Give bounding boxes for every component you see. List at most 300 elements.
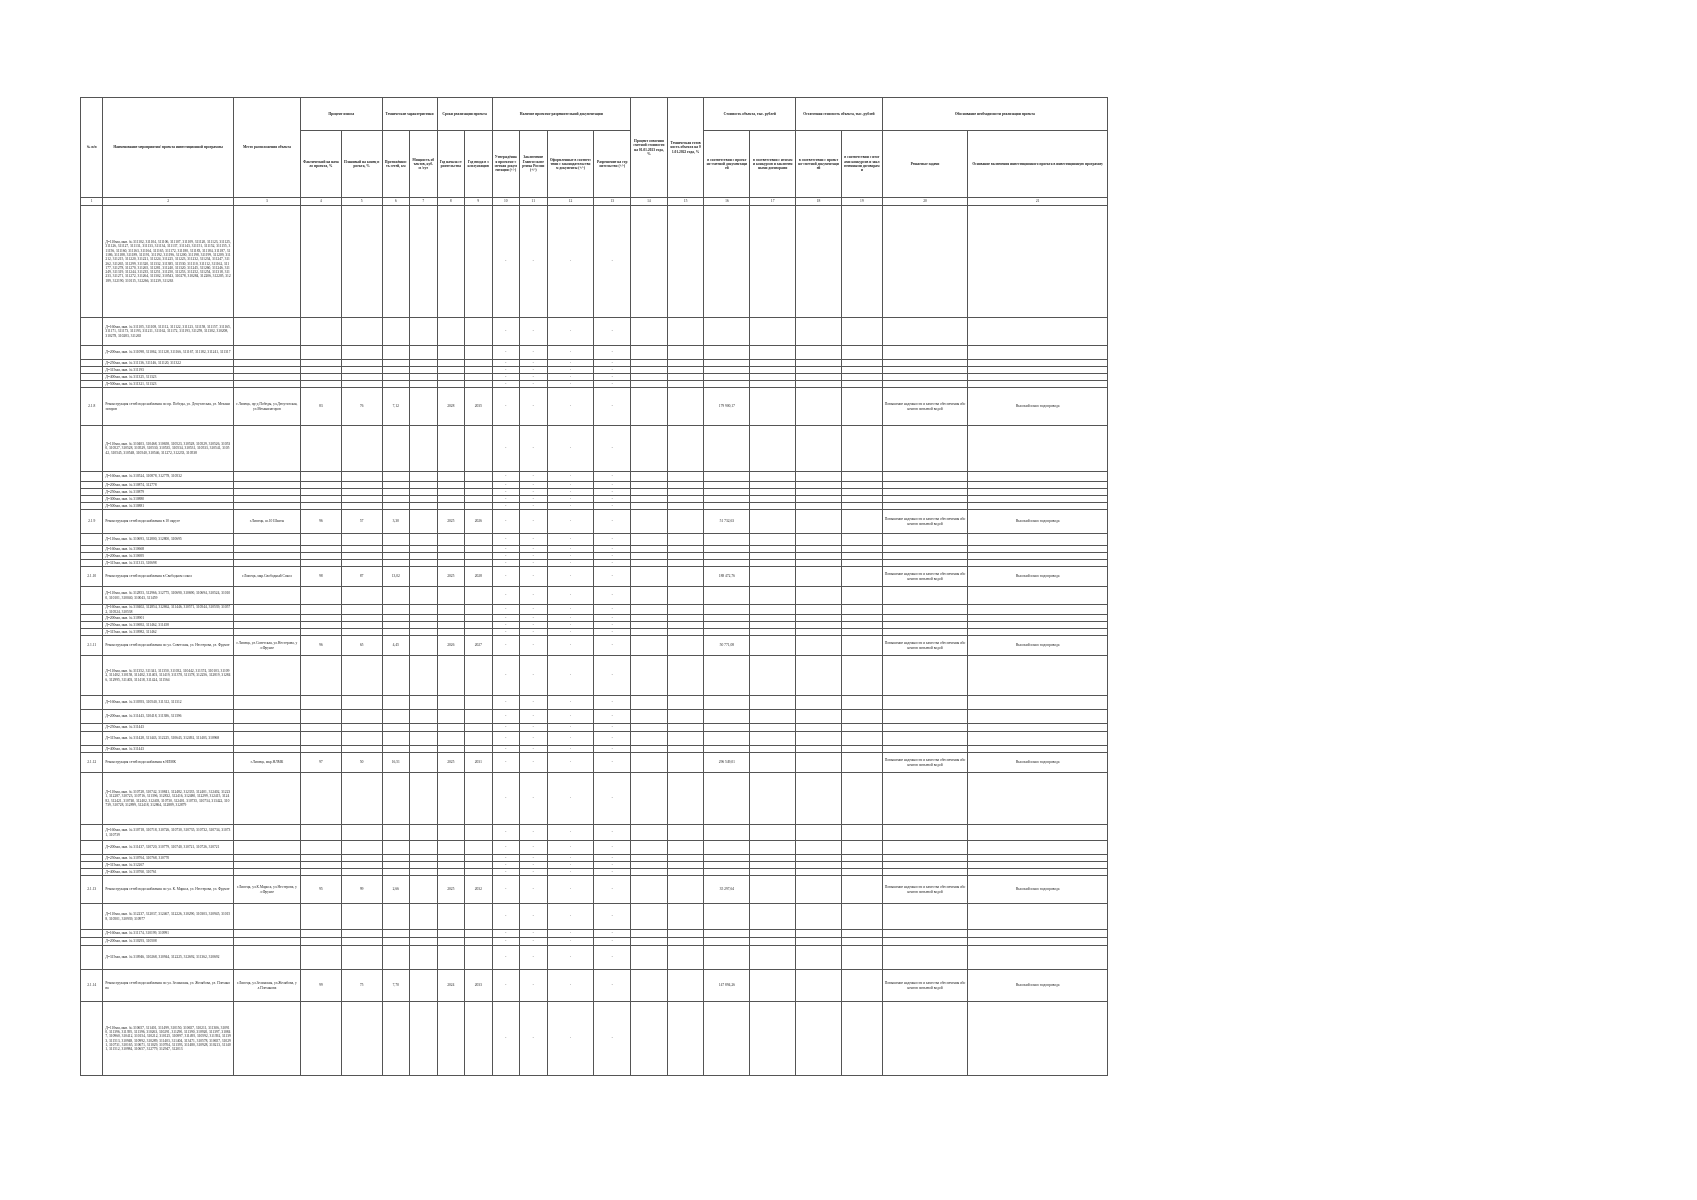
empty-cell <box>841 489 882 496</box>
col-rest-header: Остаточная стоимость объекта, тыс. рублей <box>796 98 883 131</box>
empty-cell <box>382 206 410 318</box>
empty-cell <box>465 206 493 318</box>
empty-cell <box>341 825 382 841</box>
pipe-d11-cell: - <box>520 496 548 503</box>
pipe-d12-cell: - <box>547 946 594 970</box>
empty-cell <box>233 904 300 930</box>
empty-cell <box>631 534 668 546</box>
column-number-cell: 9 <box>465 198 493 206</box>
project-d11-cell: - <box>520 388 548 426</box>
empty-cell <box>631 938 668 946</box>
empty-cell <box>667 553 704 560</box>
project-num-cell: 2.1.12 <box>81 753 103 773</box>
empty-cell <box>465 773 493 825</box>
pipe-d12-cell: - <box>547 841 594 855</box>
empty-cell <box>465 534 493 546</box>
pipe-row <box>81 724 1108 732</box>
empty-cell <box>750 318 796 346</box>
empty-cell <box>233 367 300 374</box>
pipe-d10-cell: - <box>492 732 520 746</box>
empty-cell <box>882 381 968 388</box>
empty-cell <box>750 746 796 753</box>
empty-cell <box>410 426 438 472</box>
pipe-row <box>81 605 1108 615</box>
col-wear-header: Процент износа <box>301 98 383 131</box>
pipe-row <box>81 615 1108 622</box>
empty-cell <box>233 560 300 567</box>
empty-cell <box>968 367 1108 374</box>
pipe-d13-cell: - <box>594 381 631 388</box>
pipe-name-cell: Д=160мм, инв. № 310668 <box>103 546 233 553</box>
empty-cell <box>341 553 382 560</box>
empty-cell <box>437 426 465 472</box>
project-d12-cell: - <box>547 510 594 534</box>
empty-cell <box>382 773 410 825</box>
pipe-d11-cell: - <box>520 656 548 696</box>
pipe-d13-cell: - <box>594 560 631 567</box>
column-number-cell: 5 <box>341 198 382 206</box>
empty-cell <box>382 381 410 388</box>
pipe-d13-cell: - <box>594 1002 631 1076</box>
pipe-d10-cell: - <box>492 560 520 567</box>
empty-cell <box>750 841 796 855</box>
pipe-d10-cell: - <box>492 946 520 970</box>
project-name-cell: Реконструкция сетей водоснабжения в НЛМК <box>103 753 233 773</box>
empty-cell <box>796 503 842 510</box>
empty-cell <box>341 374 382 381</box>
pipe-d12-cell: - <box>547 426 594 472</box>
empty-cell <box>301 367 342 374</box>
empty-cell <box>704 855 750 862</box>
project-wear-fact-cell: 97 <box>301 753 342 773</box>
pipe-name-cell: Д=315мм, инв. № 311313, 310698 <box>103 560 233 567</box>
empty-cell <box>81 503 103 510</box>
pipe-row <box>81 489 1108 496</box>
empty-cell <box>667 587 704 605</box>
empty-cell <box>667 206 704 318</box>
project-power-cell <box>410 567 438 587</box>
column-number-cell: 12 <box>547 198 594 206</box>
empty-cell <box>750 381 796 388</box>
pipe-d13-cell: - <box>594 472 631 482</box>
empty-cell <box>233 869 300 876</box>
empty-cell <box>968 773 1108 825</box>
empty-cell <box>882 732 968 746</box>
empty-cell <box>233 426 300 472</box>
empty-cell <box>341 746 382 753</box>
empty-cell <box>968 841 1108 855</box>
project-row <box>81 753 1108 773</box>
empty-cell <box>233 938 300 946</box>
empty-cell <box>841 546 882 553</box>
empty-cell <box>301 472 342 482</box>
empty-cell <box>841 360 882 367</box>
empty-cell <box>81 825 103 841</box>
project-c16-cell: 179 900,17 <box>704 388 750 426</box>
empty-cell <box>81 869 103 876</box>
project-d12-cell: - <box>547 970 594 1002</box>
empty-cell <box>667 560 704 567</box>
empty-cell <box>968 904 1108 930</box>
empty-cell <box>437 482 465 489</box>
empty-cell <box>882 472 968 482</box>
empty-cell <box>796 496 842 503</box>
project-c17-cell <box>750 753 796 773</box>
empty-cell <box>841 862 882 869</box>
empty-cell <box>841 930 882 938</box>
project-power-cell <box>410 388 438 426</box>
project-wear-plan-cell: 87 <box>341 567 382 587</box>
empty-cell <box>81 367 103 374</box>
project-n20-cell: Повышение надежности и качества обеспечения абонентов питьевой водой <box>882 510 968 534</box>
project-name-cell: Реконструкция сетей водоснабжения по пр. Победы, ул. Депутатская, ул. Механизаторов <box>103 388 233 426</box>
project-start-cell: 2025 <box>437 567 465 587</box>
empty-cell <box>750 534 796 546</box>
empty-cell <box>410 696 438 710</box>
empty-cell <box>841 381 882 388</box>
pipe-d11-cell: - <box>520 696 548 710</box>
pipe-d13-cell: - <box>594 546 631 553</box>
empty-cell <box>301 381 342 388</box>
empty-cell <box>301 489 342 496</box>
pipe-d10-cell: - <box>492 360 520 367</box>
empty-cell <box>968 546 1108 553</box>
pipe-d11-cell: - <box>520 534 548 546</box>
empty-cell <box>465 746 493 753</box>
empty-cell <box>81 318 103 346</box>
empty-cell <box>704 587 750 605</box>
pipe-row <box>81 503 1108 510</box>
empty-cell <box>465 1002 493 1076</box>
empty-cell <box>382 482 410 489</box>
empty-cell <box>750 629 796 636</box>
empty-cell <box>233 656 300 696</box>
pipe-d13-cell: - <box>594 206 631 318</box>
empty-cell <box>882 560 968 567</box>
pipe-d13-cell: - <box>594 946 631 970</box>
empty-cell <box>882 629 968 636</box>
empty-cell <box>750 472 796 482</box>
empty-cell <box>841 318 882 346</box>
empty-cell <box>750 496 796 503</box>
empty-cell <box>750 710 796 724</box>
pipe-d13-cell: - <box>594 938 631 946</box>
empty-cell <box>81 605 103 615</box>
pipe-d12-cell: - <box>547 1002 594 1076</box>
col-d11-header: Заключение Главгосэкспертизы России (+/-) <box>520 131 548 198</box>
project-n20-cell: Повышение надежности и качества обеспечения абонентов питьевой водой <box>882 970 968 1002</box>
empty-cell <box>301 930 342 938</box>
empty-cell <box>968 732 1108 746</box>
pipe-d12-cell: - <box>547 930 594 938</box>
empty-cell <box>382 732 410 746</box>
empty-cell <box>968 346 1108 360</box>
pipe-d10-cell: - <box>492 869 520 876</box>
empty-cell <box>750 206 796 318</box>
pipe-d10-cell: - <box>492 489 520 496</box>
empty-cell <box>81 206 103 318</box>
empty-cell <box>631 496 668 503</box>
empty-cell <box>796 560 842 567</box>
empty-cell <box>704 360 750 367</box>
pipe-d12-cell: - <box>547 482 594 489</box>
empty-cell <box>841 869 882 876</box>
empty-cell <box>410 206 438 318</box>
project-len-cell: 7,70 <box>382 970 410 1002</box>
empty-cell <box>81 374 103 381</box>
empty-cell <box>882 615 968 622</box>
empty-cell <box>704 938 750 946</box>
pipe-d11-cell: - <box>520 482 548 489</box>
pipe-name-cell: Д=315мм, инв. № 311428, 311443, 312225, 310643, 312492, 311403, 310968 <box>103 732 233 746</box>
pipe-d12-cell: - <box>547 904 594 930</box>
empty-cell <box>341 546 382 553</box>
pipe-d12-cell: - <box>547 825 594 841</box>
project-d10-cell: - <box>492 753 520 773</box>
empty-cell <box>382 904 410 930</box>
empty-cell <box>841 710 882 724</box>
empty-cell <box>882 710 968 724</box>
column-number-cell: 16 <box>704 198 750 206</box>
pipe-name-cell: Д=110мм, инв. № 310693, 312800, 312800, 310695 <box>103 534 233 546</box>
empty-cell <box>410 346 438 360</box>
empty-cell <box>301 946 342 970</box>
pipe-d10-cell: - <box>492 629 520 636</box>
empty-cell <box>882 930 968 938</box>
empty-cell <box>667 482 704 489</box>
pipe-d10-cell: - <box>492 724 520 732</box>
empty-cell <box>667 732 704 746</box>
empty-cell <box>301 482 342 489</box>
empty-cell <box>882 346 968 360</box>
empty-cell <box>233 546 300 553</box>
empty-cell <box>968 496 1108 503</box>
empty-cell <box>382 546 410 553</box>
empty-cell <box>882 367 968 374</box>
project-n21-cell: Высокий износ водопровода <box>968 876 1108 904</box>
pipe-name-cell: Д=200мм, инв. № 311098, 311062, 311128, 311166, 311167, 311182, 311241, 311317 <box>103 346 233 360</box>
pipe-d11-cell: - <box>520 930 548 938</box>
project-c17-cell <box>750 567 796 587</box>
empty-cell <box>233 724 300 732</box>
empty-cell <box>341 472 382 482</box>
pipe-d10-cell: - <box>492 587 520 605</box>
empty-cell <box>437 825 465 841</box>
empty-cell <box>631 732 668 746</box>
empty-cell <box>704 841 750 855</box>
empty-cell <box>796 622 842 629</box>
empty-cell <box>796 732 842 746</box>
empty-cell <box>437 346 465 360</box>
empty-cell <box>410 930 438 938</box>
project-end-cell: 2032 <box>465 876 493 904</box>
empty-cell <box>968 930 1108 938</box>
empty-cell <box>631 367 668 374</box>
empty-cell <box>465 360 493 367</box>
empty-cell <box>750 869 796 876</box>
empty-cell <box>667 496 704 503</box>
pipe-d11-cell: - <box>520 841 548 855</box>
empty-cell <box>81 546 103 553</box>
col-c17-header: в соответствии с итогами конкурсов и заключенными договорами <box>750 131 796 198</box>
empty-cell <box>667 773 704 825</box>
empty-cell <box>841 904 882 930</box>
empty-cell <box>465 482 493 489</box>
column-numbers-row <box>81 198 1108 206</box>
empty-cell <box>410 503 438 510</box>
empty-cell <box>750 367 796 374</box>
column-number-cell: 18 <box>796 198 842 206</box>
empty-cell <box>968 482 1108 489</box>
empty-cell <box>382 930 410 938</box>
empty-cell <box>81 855 103 862</box>
column-number-cell: 14 <box>631 198 668 206</box>
pipe-d10-cell: - <box>492 841 520 855</box>
empty-cell <box>750 732 796 746</box>
pipe-d13-cell: - <box>594 696 631 710</box>
empty-cell <box>437 553 465 560</box>
project-c17-cell <box>750 970 796 1002</box>
project-c17-cell <box>750 510 796 534</box>
pipe-d13-cell: - <box>594 318 631 346</box>
empty-cell <box>410 841 438 855</box>
empty-cell <box>968 825 1108 841</box>
pipe-row <box>81 938 1108 946</box>
empty-cell <box>882 360 968 367</box>
empty-cell <box>233 534 300 546</box>
empty-cell <box>465 615 493 622</box>
pipe-d13-cell: - <box>594 605 631 615</box>
empty-cell <box>704 946 750 970</box>
empty-cell <box>233 489 300 496</box>
project-d12-cell: - <box>547 876 594 904</box>
project-p14-cell <box>631 970 668 1002</box>
empty-cell <box>301 615 342 622</box>
project-c16-cell: 50 771,08 <box>704 636 750 656</box>
empty-cell <box>882 318 968 346</box>
empty-cell <box>437 732 465 746</box>
empty-cell <box>796 946 842 970</box>
empty-cell <box>301 546 342 553</box>
pipe-d10-cell: - <box>492 1002 520 1076</box>
pipe-d11-cell: - <box>520 946 548 970</box>
project-c16-cell: 188 472,76 <box>704 567 750 587</box>
empty-cell <box>301 426 342 472</box>
empty-cell <box>382 615 410 622</box>
empty-cell <box>704 862 750 869</box>
project-d13-cell: - <box>594 753 631 773</box>
empty-cell <box>437 696 465 710</box>
empty-cell <box>631 360 668 367</box>
project-d12-cell: - <box>547 388 594 426</box>
empty-cell <box>667 374 704 381</box>
empty-cell <box>796 553 842 560</box>
empty-cell <box>667 381 704 388</box>
empty-cell <box>882 546 968 553</box>
column-number-cell: 2 <box>103 198 233 206</box>
col-docs-header: Наличие проектно-разрешительной документации <box>492 98 631 131</box>
empty-cell <box>750 946 796 970</box>
empty-cell <box>465 489 493 496</box>
empty-cell <box>410 546 438 553</box>
pipe-row <box>81 629 1108 636</box>
project-len-cell: 2,66 <box>382 876 410 904</box>
pipe-name-cell: Д=200мм, инв. № 311443, 310418, 311386, 311396 <box>103 710 233 724</box>
pipe-d10-cell: - <box>492 930 520 938</box>
empty-cell <box>410 732 438 746</box>
project-power-cell <box>410 876 438 904</box>
empty-cell <box>667 503 704 510</box>
project-d11-cell: - <box>520 567 548 587</box>
empty-cell <box>796 381 842 388</box>
empty-cell <box>233 318 300 346</box>
empty-cell <box>437 587 465 605</box>
pipe-d12-cell: - <box>547 360 594 367</box>
pipe-d12-cell: - <box>547 346 594 360</box>
empty-cell <box>301 587 342 605</box>
project-end-cell: 2028 <box>465 567 493 587</box>
empty-cell <box>667 724 704 732</box>
empty-cell <box>796 841 842 855</box>
pipe-name-cell: Д=200мм, инв. № 310901 <box>103 615 233 622</box>
empty-cell <box>968 206 1108 318</box>
pipe-name-cell: Д=315мм, инв. № 310982, 311462 <box>103 629 233 636</box>
project-d10-cell: - <box>492 388 520 426</box>
empty-cell <box>465 825 493 841</box>
empty-cell <box>750 930 796 938</box>
empty-cell <box>841 622 882 629</box>
empty-cell <box>968 696 1108 710</box>
project-d12-cell: - <box>547 753 594 773</box>
project-c16-cell: 51 732,63 <box>704 510 750 534</box>
project-row <box>81 567 1108 587</box>
pipe-d11-cell: - <box>520 381 548 388</box>
project-d10-cell: - <box>492 636 520 656</box>
empty-cell <box>465 374 493 381</box>
empty-cell <box>968 553 1108 560</box>
empty-cell <box>631 615 668 622</box>
empty-cell <box>704 206 750 318</box>
pipe-name-cell: Д=250мм, инв. № 310764, 310768, 310770 <box>103 855 233 862</box>
empty-cell <box>667 930 704 938</box>
project-wear-plan-cell: 99 <box>341 876 382 904</box>
empty-cell <box>796 346 842 360</box>
pipe-d12-cell: - <box>547 496 594 503</box>
empty-cell <box>882 534 968 546</box>
empty-cell <box>437 855 465 862</box>
empty-cell <box>341 426 382 472</box>
pipe-name-cell: Д=400мм, инв. № 311325, 311323 <box>103 374 233 381</box>
empty-cell <box>841 1002 882 1076</box>
pipe-row <box>81 825 1108 841</box>
empty-cell <box>841 656 882 696</box>
empty-cell <box>382 724 410 732</box>
empty-cell <box>81 629 103 636</box>
empty-cell <box>631 206 668 318</box>
pipe-d11-cell: - <box>520 489 548 496</box>
empty-cell <box>341 696 382 710</box>
empty-cell <box>750 553 796 560</box>
empty-cell <box>667 869 704 876</box>
empty-cell <box>341 605 382 615</box>
empty-cell <box>882 724 968 732</box>
empty-cell <box>750 622 796 629</box>
project-start-cell: 2025 <box>437 876 465 904</box>
pipe-d10-cell: - <box>492 374 520 381</box>
empty-cell <box>882 862 968 869</box>
pipe-row <box>81 622 1108 629</box>
pipe-d13-cell: - <box>594 367 631 374</box>
